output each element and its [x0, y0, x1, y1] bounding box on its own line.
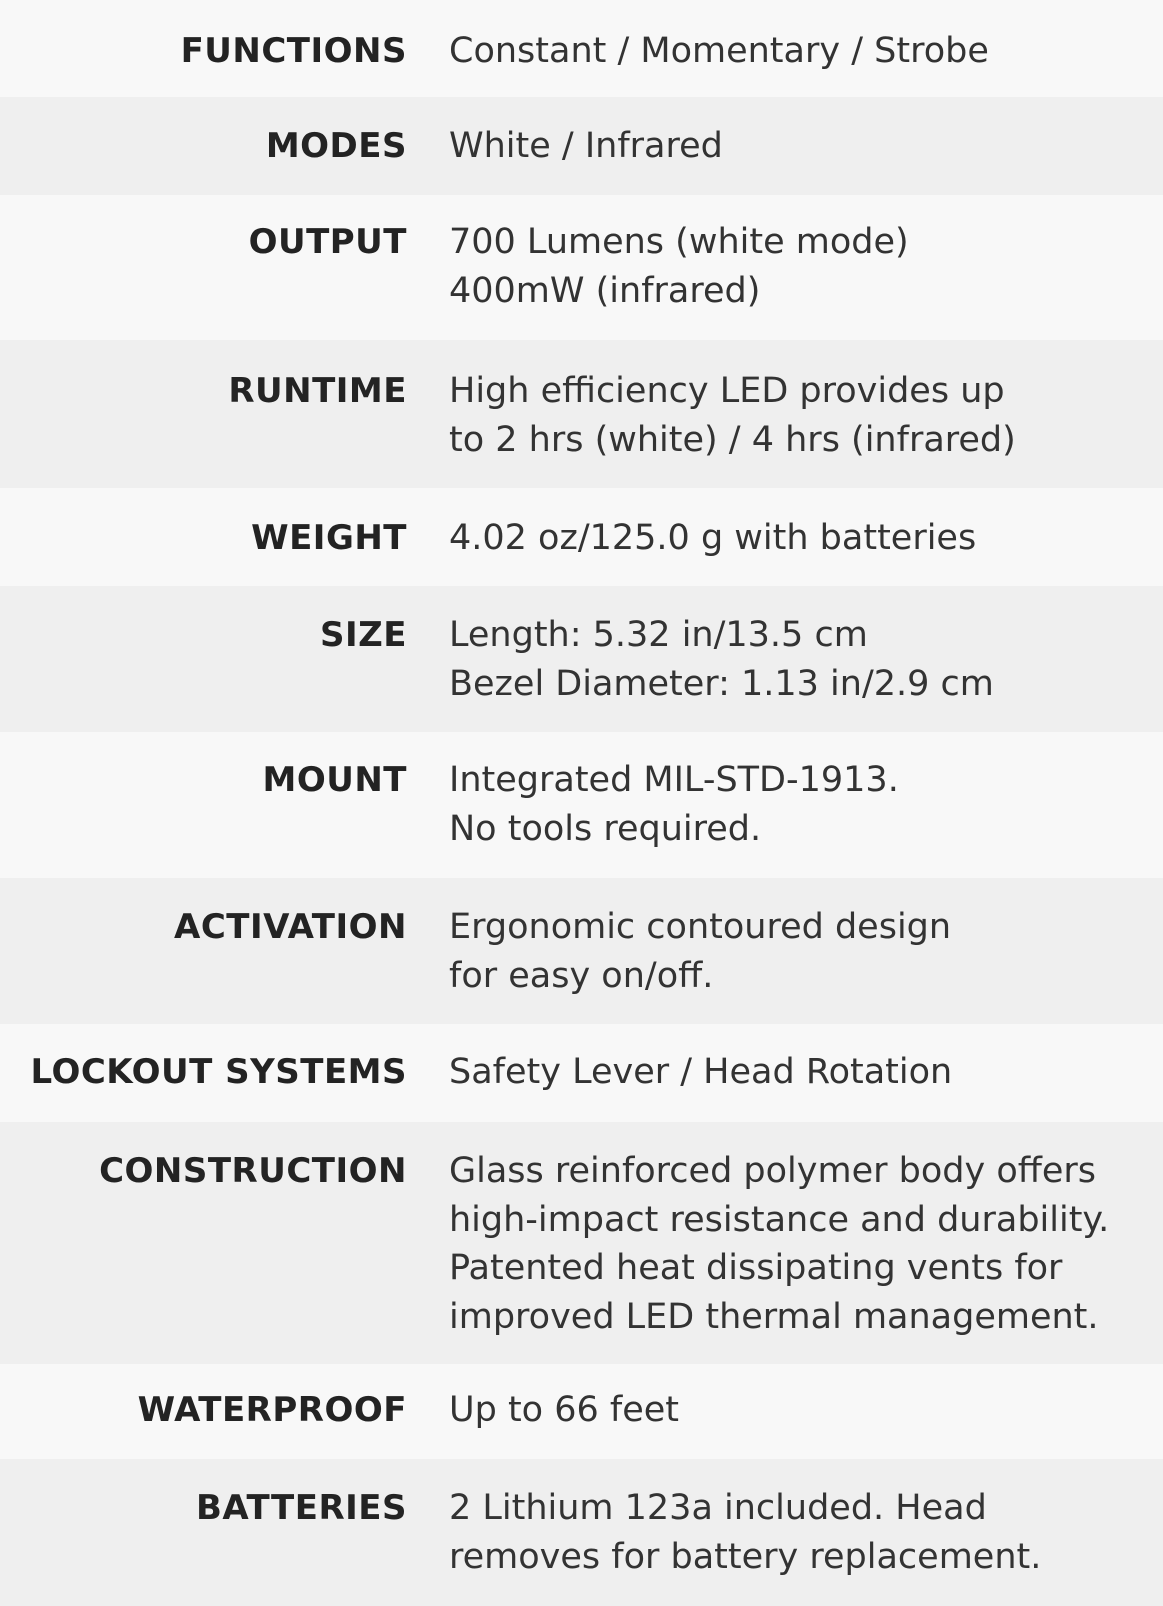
- spec-value-line: Constant / Momentary / Strobe: [449, 31, 989, 71]
- spec-row-functions: [0, 0, 1163, 97]
- spec-label: FUNCTIONS: [180, 31, 407, 71]
- spec-value: [449, 756, 899, 853]
- spec-row-size: [0, 586, 1163, 732]
- spec-value: [449, 1048, 952, 1097]
- spec-value-line: Safety Lever / Head Rotation: [449, 1052, 953, 1092]
- spec-value-line: Length: 5.32 in/13.5 cm: [449, 615, 868, 655]
- spec-value-line: No tools required.: [449, 808, 762, 849]
- spec-label: OUTPUT: [248, 222, 407, 262]
- spec-label: ACTIVATION: [174, 907, 407, 947]
- spec-value-line: Ergonomic contoured design: [449, 907, 952, 947]
- spec-value: [449, 218, 909, 315]
- spec-value: [449, 122, 723, 171]
- spec-value-line: 400mW (infrared): [449, 270, 761, 311]
- spec-value-line: high-impact resistance and durability.: [449, 1199, 1110, 1240]
- spec-row-mount: [0, 732, 1163, 878]
- spec-value-line: High efficiency LED provides up: [449, 371, 1005, 411]
- spec-row-weight: [0, 488, 1163, 586]
- spec-label: MODES: [265, 126, 407, 166]
- spec-value-line: Patented heat dissipating vents for: [449, 1248, 1063, 1288]
- spec-value-line: removes for battery replacement.: [449, 1536, 1042, 1577]
- spec-value: [449, 611, 994, 708]
- spec-value-line: to 2 hrs (white) / 4 hrs (infrared): [449, 419, 1016, 460]
- spec-label: CONSTRUCTION: [99, 1151, 407, 1191]
- spec-row-activation: [0, 878, 1163, 1024]
- spec-row-batteries: [0, 1459, 1163, 1606]
- spec-value-line: Up to 66 feet: [449, 1390, 679, 1430]
- spec-row-modes: [0, 97, 1163, 195]
- spec-row-waterproof: [0, 1364, 1163, 1459]
- spec-label: RUNTIME: [228, 371, 407, 411]
- spec-value-line: 700 Lumens (white mode): [449, 222, 909, 262]
- spec-value-line: for easy on/off.: [449, 955, 714, 996]
- spec-value: [449, 1386, 679, 1435]
- spec-row-construction: [0, 1122, 1163, 1364]
- spec-value-line: 2 Lithium 123a included. Head: [449, 1488, 987, 1528]
- spec-label: SIZE: [319, 615, 407, 655]
- spec-value-line: White / Infrared: [449, 126, 723, 166]
- spec-value-line: improved LED thermal management.: [449, 1296, 1099, 1337]
- spec-value: [449, 1147, 1109, 1341]
- spec-label: LOCKOUT SYSTEMS: [30, 1052, 407, 1092]
- spec-value: [449, 367, 1016, 464]
- spec-row-output: [0, 195, 1163, 340]
- spec-value-line: Integrated MIL-STD-1913.: [449, 760, 899, 800]
- spec-value-line: 4.02 oz/125.0 g with batteries: [449, 518, 977, 558]
- spec-row-lockout-systems: [0, 1024, 1163, 1122]
- spec-row-runtime: [0, 340, 1163, 488]
- spec-value: [449, 514, 976, 563]
- spec-label: BATTERIES: [195, 1488, 407, 1528]
- spec-label: MOUNT: [262, 760, 407, 800]
- spec-value-line: Bezel Diameter: 1.13 in/2.9 cm: [449, 663, 994, 704]
- spec-value: [449, 27, 989, 76]
- spec-label: WATERPROOF: [137, 1390, 407, 1430]
- spec-value: [449, 1484, 1041, 1581]
- spec-value: [449, 903, 951, 1000]
- spec-value-line: Glass reinforced polymer body offers: [449, 1151, 1097, 1191]
- spec-label: WEIGHT: [251, 518, 407, 558]
